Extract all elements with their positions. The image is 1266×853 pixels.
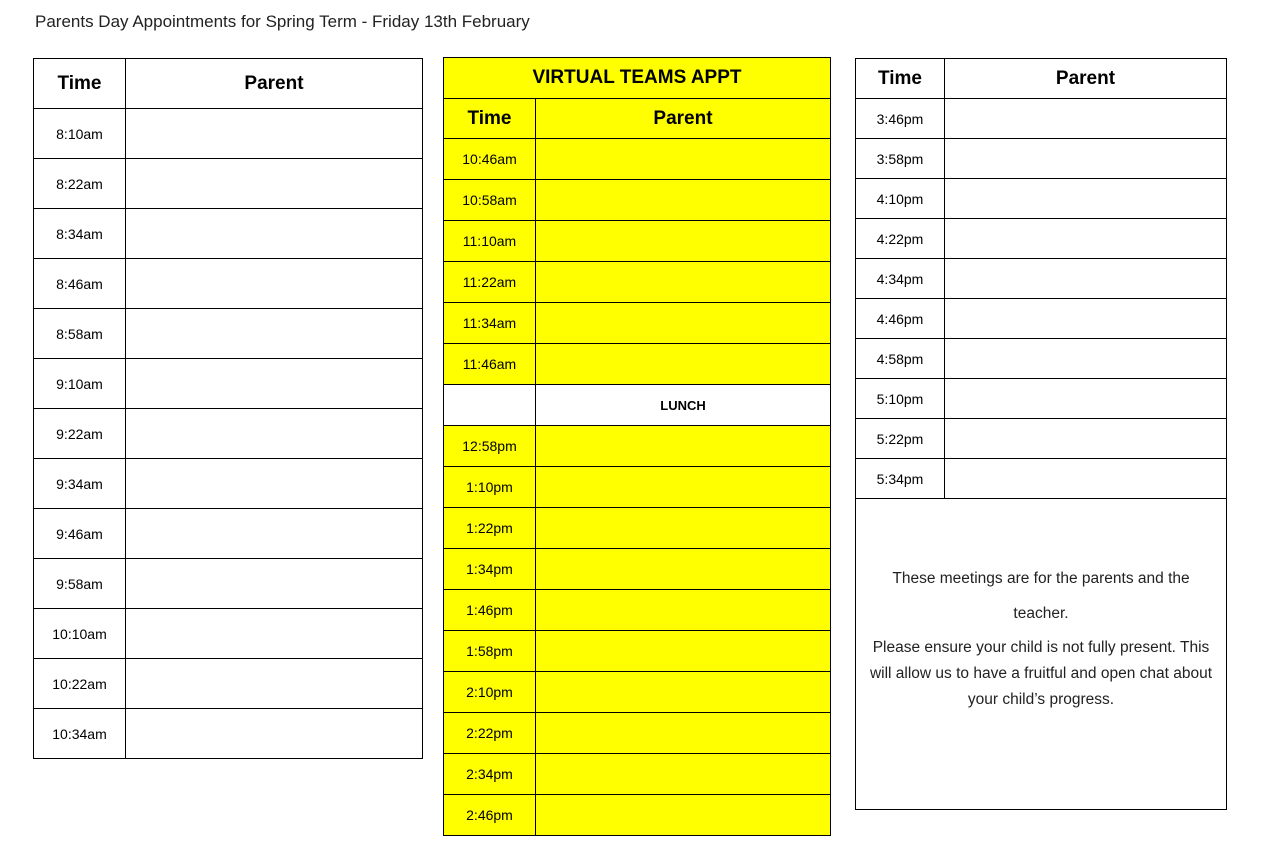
parent-header: Parent: [126, 59, 423, 109]
time-cell: 8:46am: [34, 259, 126, 309]
parent-cell[interactable]: [536, 344, 831, 385]
appointment-row: [444, 508, 831, 549]
time-cell: 9:58am: [34, 559, 126, 609]
appointment-row: [444, 221, 831, 262]
time-cell: 8:34am: [34, 209, 126, 259]
time-cell: 3:46pm: [856, 99, 945, 139]
time-cell: 4:58pm: [856, 339, 945, 379]
appointment-row: [856, 179, 1227, 219]
appointment-row: [34, 459, 423, 509]
appointment-row: [34, 509, 423, 559]
parent-cell[interactable]: [126, 509, 423, 559]
appointment-row: [34, 709, 423, 759]
time-cell: 11:10am: [444, 221, 536, 262]
appointment-row: [34, 609, 423, 659]
appointment-row: [34, 209, 423, 259]
time-cell: 10:34am: [34, 709, 126, 759]
time-cell: 8:58am: [34, 309, 126, 359]
parent-cell[interactable]: [126, 559, 423, 609]
parent-cell[interactable]: [945, 259, 1227, 299]
right-appointments-table: [855, 58, 1227, 499]
parent-cell[interactable]: [945, 419, 1227, 459]
parent-cell[interactable]: [126, 109, 423, 159]
time-cell: 2:34pm: [444, 754, 536, 795]
time-cell: 4:46pm: [856, 299, 945, 339]
appointment-row: [34, 559, 423, 609]
parent-cell[interactable]: [126, 459, 423, 509]
appointment-row: [444, 795, 831, 836]
parent-cell[interactable]: [945, 339, 1227, 379]
appointment-row: [444, 631, 831, 672]
parent-cell[interactable]: [536, 139, 831, 180]
appointment-row: [444, 590, 831, 631]
appointment-row: [444, 672, 831, 713]
time-cell: 12:58pm: [444, 426, 536, 467]
notes-line-1: These meetings are for the parents and the teacher.: [892, 570, 1190, 622]
time-cell: 4:34pm: [856, 259, 945, 299]
appointment-row: [34, 659, 423, 709]
lunch-row: [444, 385, 831, 426]
appointment-row: [444, 139, 831, 180]
time-cell: 5:22pm: [856, 419, 945, 459]
appointment-row: [856, 419, 1227, 459]
appointment-row: [444, 262, 831, 303]
time-cell: 2:10pm: [444, 672, 536, 713]
appointment-row: [34, 159, 423, 209]
parent-cell[interactable]: [126, 359, 423, 409]
virtual-teams-appointments-table: [443, 57, 831, 836]
time-cell: 1:46pm: [444, 590, 536, 631]
parent-cell[interactable]: [945, 219, 1227, 259]
parent-cell[interactable]: [536, 180, 831, 221]
time-cell: 11:22am: [444, 262, 536, 303]
parent-header: Parent: [945, 59, 1227, 99]
appointment-row: [856, 339, 1227, 379]
time-cell: 1:22pm: [444, 508, 536, 549]
parent-cell[interactable]: [945, 299, 1227, 339]
parent-cell[interactable]: [536, 467, 831, 508]
header-row: [444, 99, 831, 139]
appointment-row: [444, 467, 831, 508]
parent-cell[interactable]: [536, 631, 831, 672]
time-cell: 9:34am: [34, 459, 126, 509]
parent-cell[interactable]: [536, 549, 831, 590]
appointment-row: [856, 299, 1227, 339]
parent-cell[interactable]: [126, 709, 423, 759]
time-cell: 2:46pm: [444, 795, 536, 836]
time-cell: 11:34am: [444, 303, 536, 344]
time-cell: 9:22am: [34, 409, 126, 459]
appointment-row: [856, 259, 1227, 299]
time-cell: 3:58pm: [856, 139, 945, 179]
header-row: [34, 59, 423, 109]
lunch-label: LUNCH: [536, 385, 831, 426]
appointment-row: [34, 309, 423, 359]
time-header: Time: [34, 59, 126, 109]
appointment-row: [34, 109, 423, 159]
parent-cell[interactable]: [945, 139, 1227, 179]
parent-cell[interactable]: [536, 754, 831, 795]
parent-cell[interactable]: [945, 379, 1227, 419]
time-cell: 1:58pm: [444, 631, 536, 672]
time-cell: 1:34pm: [444, 549, 536, 590]
time-cell: 2:22pm: [444, 713, 536, 754]
time-header: Time: [444, 99, 536, 139]
appointment-row: [444, 426, 831, 467]
notes-line-2: Please ensure your child is not fully present. This will allow us to have a fruitful and open chat about your child’s progress.: [869, 639, 1213, 708]
appointment-row: [444, 754, 831, 795]
parent-cell[interactable]: [536, 590, 831, 631]
appointment-row: [444, 303, 831, 344]
appointment-row: [444, 713, 831, 754]
parent-cell[interactable]: [536, 795, 831, 836]
parent-cell[interactable]: [536, 262, 831, 303]
virtual-teams-banner: VIRTUAL TEAMS APPT: [444, 58, 831, 99]
appointment-row: [444, 344, 831, 385]
parent-header: Parent: [536, 99, 831, 139]
parent-cell[interactable]: [126, 309, 423, 359]
appointment-row: [856, 139, 1227, 179]
left-appointments-table: [33, 58, 423, 759]
appointment-row: [34, 409, 423, 459]
time-cell: 10:10am: [34, 609, 126, 659]
parent-cell[interactable]: [536, 713, 831, 754]
appointment-row: [34, 359, 423, 409]
appointment-row: [856, 379, 1227, 419]
appointment-row: [444, 180, 831, 221]
appointment-row: [856, 99, 1227, 139]
appointment-row: [856, 219, 1227, 259]
parent-cell[interactable]: [536, 426, 831, 467]
parent-cell[interactable]: [126, 659, 423, 709]
appointment-row: [34, 259, 423, 309]
parent-cell[interactable]: [126, 259, 423, 309]
parent-cell[interactable]: [536, 672, 831, 713]
time-cell: 9:10am: [34, 359, 126, 409]
appointment-row: [444, 549, 831, 590]
parent-cell[interactable]: [945, 99, 1227, 139]
time-cell: 5:10pm: [856, 379, 945, 419]
header-row: [856, 59, 1227, 99]
parent-cell[interactable]: [536, 508, 831, 549]
time-cell: 8:22am: [34, 159, 126, 209]
time-cell: 10:46am: [444, 139, 536, 180]
time-cell: 4:22pm: [856, 219, 945, 259]
time-header: Time: [856, 59, 945, 99]
parent-cell[interactable]: [126, 159, 423, 209]
time-cell: 10:58am: [444, 180, 536, 221]
time-cell: 9:46am: [34, 509, 126, 559]
parent-cell[interactable]: [536, 303, 831, 344]
document-title: Parents Day Appointments for Spring Term - Friday 13th February: [35, 12, 530, 31]
time-cell: 8:10am: [34, 109, 126, 159]
time-cell: [444, 385, 536, 426]
time-cell: 4:10pm: [856, 179, 945, 219]
notes-box: [855, 491, 1227, 810]
banner-row: [444, 58, 831, 99]
parent-cell[interactable]: [126, 609, 423, 659]
time-cell: 10:22am: [34, 659, 126, 709]
time-cell: 11:46am: [444, 344, 536, 385]
time-cell: 1:10pm: [444, 467, 536, 508]
parent-cell[interactable]: [536, 221, 831, 262]
parent-cell[interactable]: [126, 409, 423, 459]
parent-cell[interactable]: [945, 179, 1227, 219]
time-cell: 5:34pm: [856, 459, 945, 499]
parent-cell[interactable]: [126, 209, 423, 259]
